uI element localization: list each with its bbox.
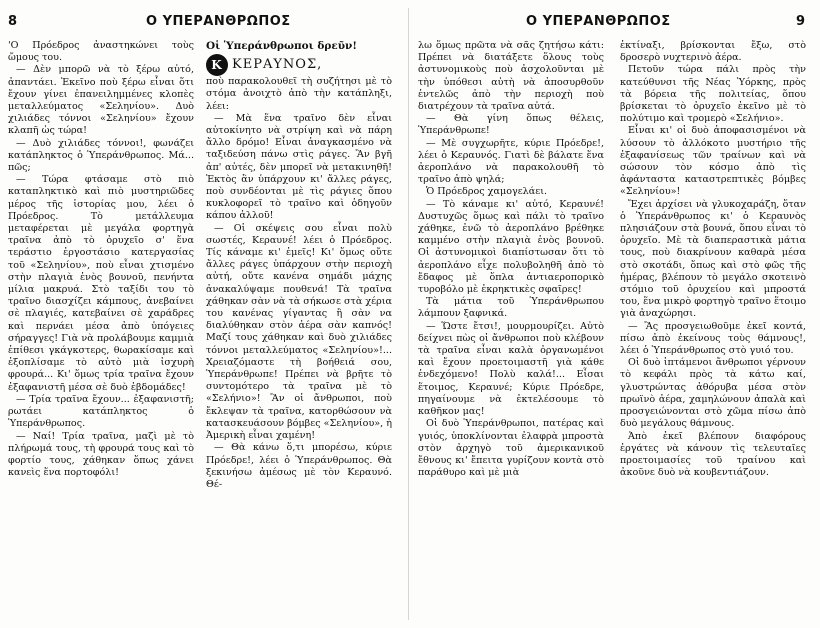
- lightning-logo-icon: Κ: [206, 54, 228, 76]
- paragraph: — Τὸ κάναμε κι' αὐτό, Κεραυνέ! Δυστυχῶς ὅμως καὶ πάλι τὸ τραῖνο χάθηκε, ἐνῶ τὸ ἀεροπλάνο βρέθηκε καμμένο στὴν πλαγιὰ ἑνὸς βουνοῦ. Οἱ ἀστυνομικοὶ διαπίστωσαν ὅτι τὸ ἀεροπλάνο εἶχε πολυβοληθῆ ἀπὸ τὸ ἔδαφος μὲ ὅπλα ἀντιαεροπορικὸ τυροβόλο μὲ ἐκρηκτικὲς σφαῖρες!: [418, 198, 604, 296]
- paragraph: Ὁ Πρόεδρος χαμογελάει.: [426, 186, 548, 198]
- paragraph: — Θὰ γίνη ὅπως θέλεις, Ὑπεράνθρωπε!: [418, 113, 604, 137]
- paragraph: Τὰ μάτια τοῦ Ὑπεράνθρωπου λάμπουν ξαφνικά.: [418, 296, 604, 320]
- page-number-right: 9: [796, 14, 806, 29]
- paragraph: Εἶναι κι' οἱ δυὸ ἀποφασισμένοι νὰ λύσουν τὸ ἀλλόκοτο μυστήριο τῆς ἐξαφανίσεως τῶν τραίνων καὶ νὰ σώσουν τὸν κόσμο ἀπὸ τὶς ἀφάνταστα καταστρεπτικὲς βόμβες «Σεληνίου»!: [620, 125, 806, 198]
- paragraph: — Ἂς προσγειωθοῦμε ἐκεῖ κοντά, πίσω ἀπὸ ἐκείνους τοὺς θάμνους!, λέει ὁ Ὑπεράνθρωπος στὸ γυιό του.: [620, 320, 806, 357]
- paragraph: Οἱ δυὸ Ὑπεράνθρωποι, πατέρας καὶ γυιός, ὑποκλίνονται ἐλαφρὰ μπροστὰ στὸν ἀρχηγὸ τοῦ ἀμερικανικοῦ ἔθνους κι' ἔπειτα γυρίζουν κοντὰ στὸ παράθυρο καὶ μὲ μιὰ: [418, 418, 604, 479]
- paragraph: — Ναί! Τρία τραῖνα, μαζὶ μὲ τὸ πλήρωμά τους, τὴ φρουρά τους καὶ τὸ φορτίο τους, χάθηκαν ὅπως χάνει κανεὶς ἕνα πορτοφόλι!: [8, 430, 194, 479]
- paragraph: λω ὅμως πρῶτα νὰ σᾶς ζητήσω κάτι: Πρέπει νὰ διατάξετε ὅλους τοὺς ἀστυνομικοὺς ποὺ ἀσχολοῦνται μὲ τὴν ὑπόθεσι αὐτὴ νὰ ἀποσυρθοῦν ἐντελῶς ἀπὸ τὴν περιοχὴ ποὺ διατρέχουν τὰ τραῖνα αὐτά.: [418, 40, 604, 113]
- paragraph: — Οἱ σκέψεις σου εἶναι πολὺ σωστές, Κεραυνέ! λέει ὁ Πρόεδρος. Τίς κάναμε κι' ἐμεῖς! Κι' ὅμως οὔτε ἄλλες ράγες ὑπάρχουν στὴν περιοχὴ αὐτή, οὔτε κανένα σημάδι μάχης ἀνακαλύψαμε πουθενά! Τὰ τραῖνα χάθηκαν σὰν νὰ τὰ σήκωσε στὰ χέρια του κανένας γίγαντας ἢ σὰν να διαλύθηκαν στὸν ἀέρα σὰν καπνός! Μαζί τους χάθηκαν καὶ δυὸ χιλιάδες τόννοι μεταλλεύματος «Σεληνίου»!... Χρειαζόμαστε τὴ βοήθειά σου, Ὑπεράνθρωπε! Πρέπει νὰ βρῆτε τὸ συντομότερο τὰ τραῖνα μὲ τὸ «Σελήνιο»! Ἂν οἱ ἄνθρωποι, ποὺ ἔκλεψαν τὰ τραῖνα, κατορθώσουν νὰ κατασκευάσουν βόμβες «Σεληνίου», ἡ Ἀμερικὴ εἶναι χαμένη!: [206, 222, 393, 442]
- paragraph: — Τρία τραῖνα ἔχουν... ἐξαφανιστῆ; ρωτάει κατάπληκτος ὁ Ὑπεράνθρωπος.: [8, 393, 194, 430]
- left-page-column-2: [206, 40, 392, 491]
- paragraph: — Μὰ ἕνα τραῖνο δὲν εἶναι αὐτοκίνητο νὰ στρίψη καὶ νὰ πάρη ἄλλο δρόμο! Εἶναι ἀναγκασμένο νὰ ταξιδεύση πάνω στὶς ράγες. Ἂν βγῆ ἀπ' αὐτές, δὲν μπορεῖ νὰ μετακινηθῆ! Ἐκτὸς ἂν ὑπάρχουν κι' ἄλλες ράγες, ποὺ συνδέονται μὲ τὶς ράγιες ὅπου κυκλοφορεῖ τὸ τραῖνο καὶ ὁδηγοῦν κάπου ἀλλοῦ!: [206, 112, 392, 222]
- paragraph: ποὺ παρακολουθεῖ τὴ συζήτησι μὲ τὸ στόμα ἀνοιχτὸ ἀπὸ τὴν κατάπληξι, λέει:: [206, 76, 392, 112]
- right-page-column-1: [418, 40, 604, 479]
- page-gutter: [408, 8, 409, 620]
- paragraph: Οἱ δυὸ ἱπτάμενοι ἄνθρωποι γέρνουν τὸ κεφάλι πρὸς τὰ κάτω καί, γλυστρώντας ἀθόρυβα μέσα στὸν πρωϊνὸ ἀέρα, χαμηλώνουν ἀπαλὰ καὶ προσγειώνονται στὸ χῶμα πίσω ἀπὸ δυὸ μεγάλους θάμνους.: [620, 357, 806, 430]
- paragraph: — Τώρα φτάσαμε στὸ πιὸ καταπληκτικὸ καὶ πιὸ μυστηριῶδες μέρος τῆς ἱστορίας μου, λέει ὁ Πρόεδρος. Τὸ μετάλλευμα μεταφέρεται μὲ μεγάλα φορτηγὰ τραῖνα ἀπὸ τὸ ὀρυχεῖο σ' ἕνα τεράστιο ἐργοστάσιο κατεργασίας τοῦ «Σεληνίου», ποὺ εἶναι χτισμένο στὴν πλαγιὰ ἑνὸς βουνοῦ, πενήντα μίλια μακρυά. Στὸ ταξίδι του τὸ τραῖνο διασχίζει κάμπους, ἀνεβαίνει σὲ πλαγιές, κατεβαίνει σὲ χαράδρες καὶ περνάει μέσα ἀπὸ ὑπόγειες σήραγγες! Γιὰ νὰ προλάβουμε καμμιὰ ἐπίθεσι γκάγκστερς, θωρακίσαμε καὶ ἐξοπλίσαμε τὸ αὐτὸ μιὰ ἰσχυρὴ φρουρά... Κι' ὅμως τρία τραῖνα ἔχουν ἐξαφανιστῆ μέσα σὲ δυὸ ἑβδομάδες!: [8, 174, 194, 393]
- paragraph: Ἀπὸ ἐκεῖ βλέπουν διαφόρους ἐργάτες νὰ κάνουν τὶς τελευταῖες προετοιμασίες τοῦ τραίνου καὶ ἀκοῦνε δυὸ νὰ κουβεντιάζουν.: [620, 430, 806, 479]
- paragraph: 'Ο Πρόεδρος ἀναστηκώνει τοὺς ὤμους του.: [8, 40, 194, 64]
- paragraph: — Δὲν μπορῶ νὰ τὸ ξέρω αὐτό, ἀπαντάει. Ἐκεῖνο ποὺ ξέρω εἶναι ὅτι ἔχουν γίνει ἐπανειλημμένες κλοπὲς μεταλλεύματος «Σεληνίου». Δυὸ χιλιάδες τόννοι «Σεληνίου» ἔχουν κλαπῆ ὡς τώρα!: [8, 64, 194, 137]
- running-head-left: Ο ΥΠΕΡΑΝΘΡΩΠΟΣ: [146, 14, 291, 29]
- paragraph: — Δυὸ χιλιάδες τόννοι!, φωνάζει κατάπληκτος ὁ Ὑπεράνθρωπος. Μά... πῶς;: [8, 137, 194, 174]
- kerauno-title: ΚΕΡΑΥΝΟΣ,: [232, 57, 323, 73]
- paragraph: — Ὥστε ἔτσι!, μουρμουρίζει. Αὐτὸ δείχνει πὼς οἱ ἄνθρωποι ποὺ κλέβουν τὰ τραῖνα εἶναι καλὰ ὀργανωμένοι καὶ ἔχουν προετοιμαστῆ γιὰ κάθε ἐνδεχόμενο! Πολὺ καλά!... Εἶσαι ἕτοιμος, Κεραυνέ; Κύριε Πρόεδρε, πηγαίνουμε νὰ ἐκτελέσουμε τὸ καθῆκον μας!: [418, 320, 604, 418]
- paragraph: — Μὲ συγχωρῆτε, κύριε Πρόεδρε!, λέει ὁ Κεραυνός. Γιατὶ δὲ βάλατε ἕνα ἀεροπλάνο νὰ παρακολουθῆ τὸ τραῖνο ἀπὸ ψηλά;: [418, 137, 604, 186]
- paragraph: Ἔχει ἀρχίσει νὰ γλυκοχαράζη, ὅταν ὁ Ὑπεράνθρωπος κι' ὁ Κεραυνὸς πλησιάζουν στὰ βουνά, ὅπου εἶναι τὸ ὀρυχεῖο. Μὲ τὰ διαπεραστικὰ μάτια τους, ποὺ διακρίνουν καθαρὰ μέσα στὸ σκοτάδι, ὅπως καὶ στὸ φῶς τῆς ἡμέρας, βλέπουν τὸ μεγάλο σκοτεινὸ στόμιο τοῦ ὀρυχείου καὶ μπροστά του, ἕνα μικρὸ φορτηγὸ τραῖνο ἕτοιμο γιὰ ἀναχώρησι.: [620, 198, 806, 320]
- left-page-column-1: [8, 40, 194, 479]
- paragraph: Πετοῦν τώρα πάλι πρὸς τὴν κατεύθυνσι τῆς Νέας Ὑόρκης, πρὸς τὰ βόρεια τῆς πολιτείας, ὅπου βρίσκεται τὸ ὀρυχεῖο ἐκεῖνο μὲ τὸ πολύτιμο καὶ τρομερὸ «Σελήνιο».: [620, 64, 806, 125]
- kerauno-logo-row: [206, 54, 392, 76]
- right-page-column-2: [620, 40, 806, 479]
- section-heading: Οἱ Ὑπεράνθρωποι δρεῦν!: [206, 40, 357, 52]
- paragraph: ἐκτίναξι, βρίσκονται ἔξω, στὸ δροσερὸ νυχτερινὸ ἀέρα.: [620, 40, 806, 64]
- running-head-right: Ο ΥΠΕΡΑΝΘΡΩΠΟΣ: [526, 14, 671, 29]
- page-number-left: 8: [8, 14, 18, 29]
- paragraph: — Θὰ κάνω ὅ,τι μπορέσω, κύριε Πρόεδρε!, λέει ὁ Ὑπεράνθρωπος. Θὰ ξεκινήσω ἀμέσως μὲ τὸν Κεραυνό. Θέ-: [206, 442, 392, 490]
